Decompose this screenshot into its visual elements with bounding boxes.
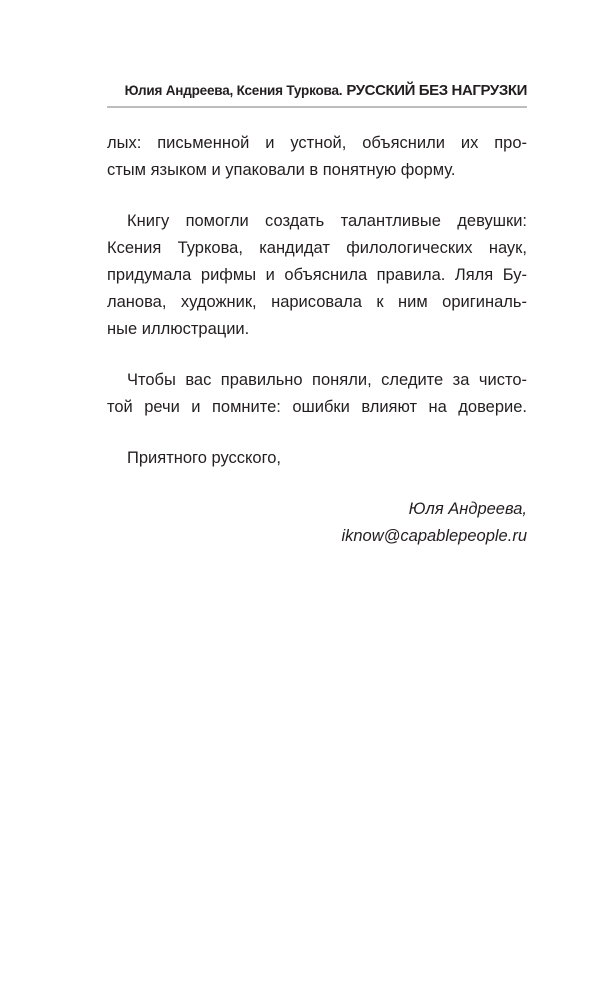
text-line: Ксения Туркова, кандидат филологических наук, <box>107 239 527 257</box>
running-header <box>107 80 527 102</box>
header-authors: Юлия Андреева, Ксения Туркова. <box>124 83 343 98</box>
signature-email: iknow@capablepeople.ru <box>341 527 527 545</box>
text-line: лых: письменной и устной, объяснили их про- <box>107 134 527 152</box>
text-line: Приятного русского, <box>127 449 282 467</box>
signature-name: Юля Андреева, <box>408 500 527 518</box>
text-line: Чтобы вас правильно поняли, следите за чисто- <box>127 371 527 389</box>
text-line: ные иллюстрации. <box>107 320 250 338</box>
text-line: стым языком и упаковали в понятную форму. <box>107 161 456 179</box>
page-body <box>107 80 527 550</box>
text-line: той речи и помните: ошибки влияют на доверие. <box>107 398 527 416</box>
header-book-title: РУССКИЙ БЕЗ НАГРУЗКИ <box>346 82 527 99</box>
text-line: ланова, художник, нарисовала к ним оригиналь- <box>107 293 527 311</box>
text-line: Книгу помогли создать талантливые девушки: <box>127 212 527 230</box>
header-rule <box>107 106 527 108</box>
text-line: придумала рифмы и объяснила правила. Ляля Бу- <box>107 266 527 284</box>
